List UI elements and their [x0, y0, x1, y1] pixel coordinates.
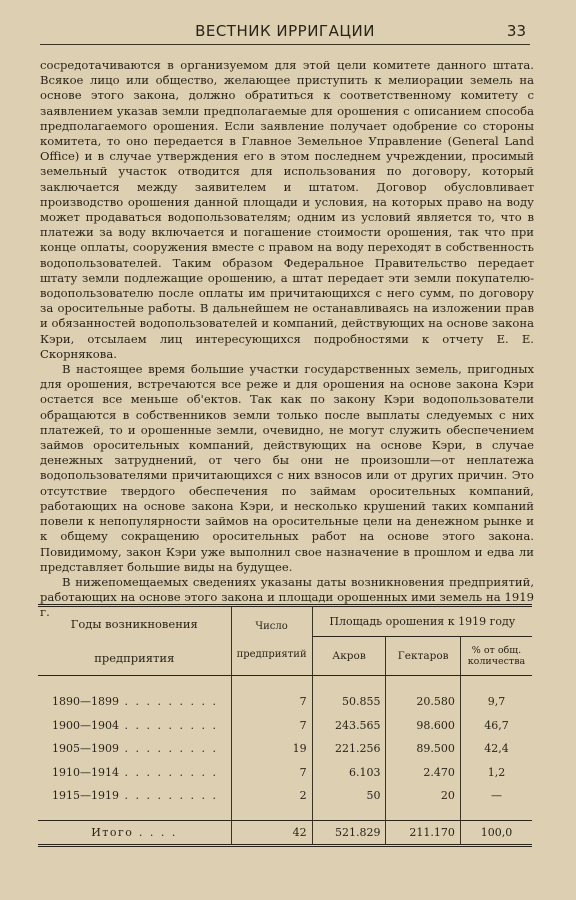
row-acres: 6.103 — [312, 761, 386, 785]
header-percent: % от общ. количества — [460, 637, 532, 676]
paragraph: В нижепомещаемых сведениях указаны даты возникновения предприятий, работающих на основе этого закона и площади орошенных ими земель на 1919 г. — [40, 574, 534, 620]
leader-dots: . . . . . . . . . — [119, 695, 218, 709]
row-percent: 1,2 — [460, 761, 532, 785]
row-acres: 221.256 — [312, 737, 386, 761]
leader-dots: . . . . — [133, 825, 178, 839]
paragraph: сосредотачиваются в организуемом для этой цели комитете данного штата. Всякое лицо или общество, желающее приступить к мелиорации земель на основе этого закона, должно обратиться к соответственному комитету с заявлением указав земли предполагаемые для орошения с описанием способа предполагаемого орошения. Если заявление получает одобрение со стороны комитета, то оно передается в Главное Земельное Управление (General Land Office) и в случае утверждения его в этом последнем учреждении, просимый земельный участок отводится для использования по договору, который заключается между заявителем и штатом. Договор обусловливает производство орошения данной площади и условия, на которых право на воду может продаваться водопользователям; одним из условий является то, что в платежи за воду включается и погашение стоимости орошения, так что при конце оплаты, сооружения вместе с правом на воду переходят в собственность водопользователей. Таким образом Федеральное Правительство передает штату земли подлежащие орошению, а штат передает эти земли покупателю-водопользователю после оплаты им причитающихся с него сумм, по договору за оросительные работы. В дальнейшем не останавливаясь на изложении прав и обязанностей водопользователей и компаний, действующих на основе закона Кэри, отсылаем лиц интересующихся подробностями к отчету Е. Е. Скорнякова. — [40, 58, 534, 361]
row-percent: 46,7 — [460, 714, 532, 738]
header-area-group: Площадь орошения к 1919 году — [312, 606, 532, 637]
row-count: 7 — [231, 714, 312, 738]
total-count: 42 — [231, 820, 312, 846]
row-acres: 243.565 — [312, 714, 386, 738]
article-body — [40, 58, 534, 621]
page-number: 33 — [506, 22, 526, 40]
row-percent: — — [460, 784, 532, 820]
row-years: 1915—1919 — [52, 789, 119, 803]
total-hectares: 211.170 — [386, 820, 460, 846]
row-years: 1900—1904 — [52, 718, 119, 732]
table-row — [38, 737, 532, 761]
row-count: 2 — [231, 784, 312, 820]
header-hectares: Гектаров — [386, 637, 460, 676]
row-count: 7 — [231, 676, 312, 714]
row-years: 1890—1899 — [52, 695, 119, 709]
row-hectares: 20.580 — [386, 676, 460, 714]
table-row — [38, 714, 532, 738]
table-row — [38, 784, 532, 820]
row-acres: 50 — [312, 784, 386, 820]
leader-dots: . . . . . . . . . — [119, 789, 218, 803]
journal-title: ВЕСТНИК ИРРИГАЦИИ — [195, 22, 375, 40]
row-hectares: 89.500 — [386, 737, 460, 761]
row-acres: 50.855 — [312, 676, 386, 714]
table-row — [38, 761, 532, 785]
header-acres: Акров — [312, 637, 386, 676]
irrigation-table — [38, 604, 532, 847]
running-header — [40, 18, 530, 45]
total-label: Итого — [91, 825, 134, 839]
leader-dots: . . . . . . . . . — [119, 765, 218, 779]
header-years: Годы возникновения предприятия — [38, 606, 231, 676]
row-count: 7 — [231, 761, 312, 785]
row-hectares: 20 — [386, 784, 460, 820]
total-percent: 100,0 — [460, 820, 532, 846]
row-percent: 9,7 — [460, 676, 532, 714]
row-count: 19 — [231, 737, 312, 761]
paragraph: В настоящее время большие участки государственных земель, пригодных для орошения, встречаются все реже и для орошения на основе закона Кэри остается все меньше об'ектов. Так как по закону Кэри водопользователи обращаются в собственников земли только после выплаты следуемых с них платежей, то и орошенные земли, очевидно, не могут служить обеспечением займов оросительных компаний, действующих на основе Кэри, в случае денежных затруднений, от чего бы они не произошли—от неплатежа водопользователями причитающихся с них взносов или от других причин. Это отсутствие твердого обеспечения по займам оросительных компаний, работающих на основе закона Кэри, и несколько крушений таких компаний повели к непопулярности займов на оросительные цели на денежном рынке и к общему сокращению оросительных работ на основе этого закона. Повидимому, закон Кэри уже выполнил свое назначение в прошлом и едва ли представляет большие виды на будущее. — [40, 362, 534, 574]
header-count: Число предприятий — [231, 606, 312, 676]
total-acres: 521.829 — [312, 820, 386, 846]
row-years: 1910—1914 — [52, 765, 119, 779]
row-hectares: 2.470 — [386, 761, 460, 785]
row-hectares: 98.600 — [386, 714, 460, 738]
leader-dots: . . . . . . . . . — [119, 742, 218, 756]
row-years: 1905—1909 — [52, 742, 119, 756]
row-percent: 42,4 — [460, 737, 532, 761]
leader-dots: . . . . . . . . . — [119, 718, 218, 732]
total-row — [38, 820, 532, 846]
table-row — [38, 676, 532, 714]
